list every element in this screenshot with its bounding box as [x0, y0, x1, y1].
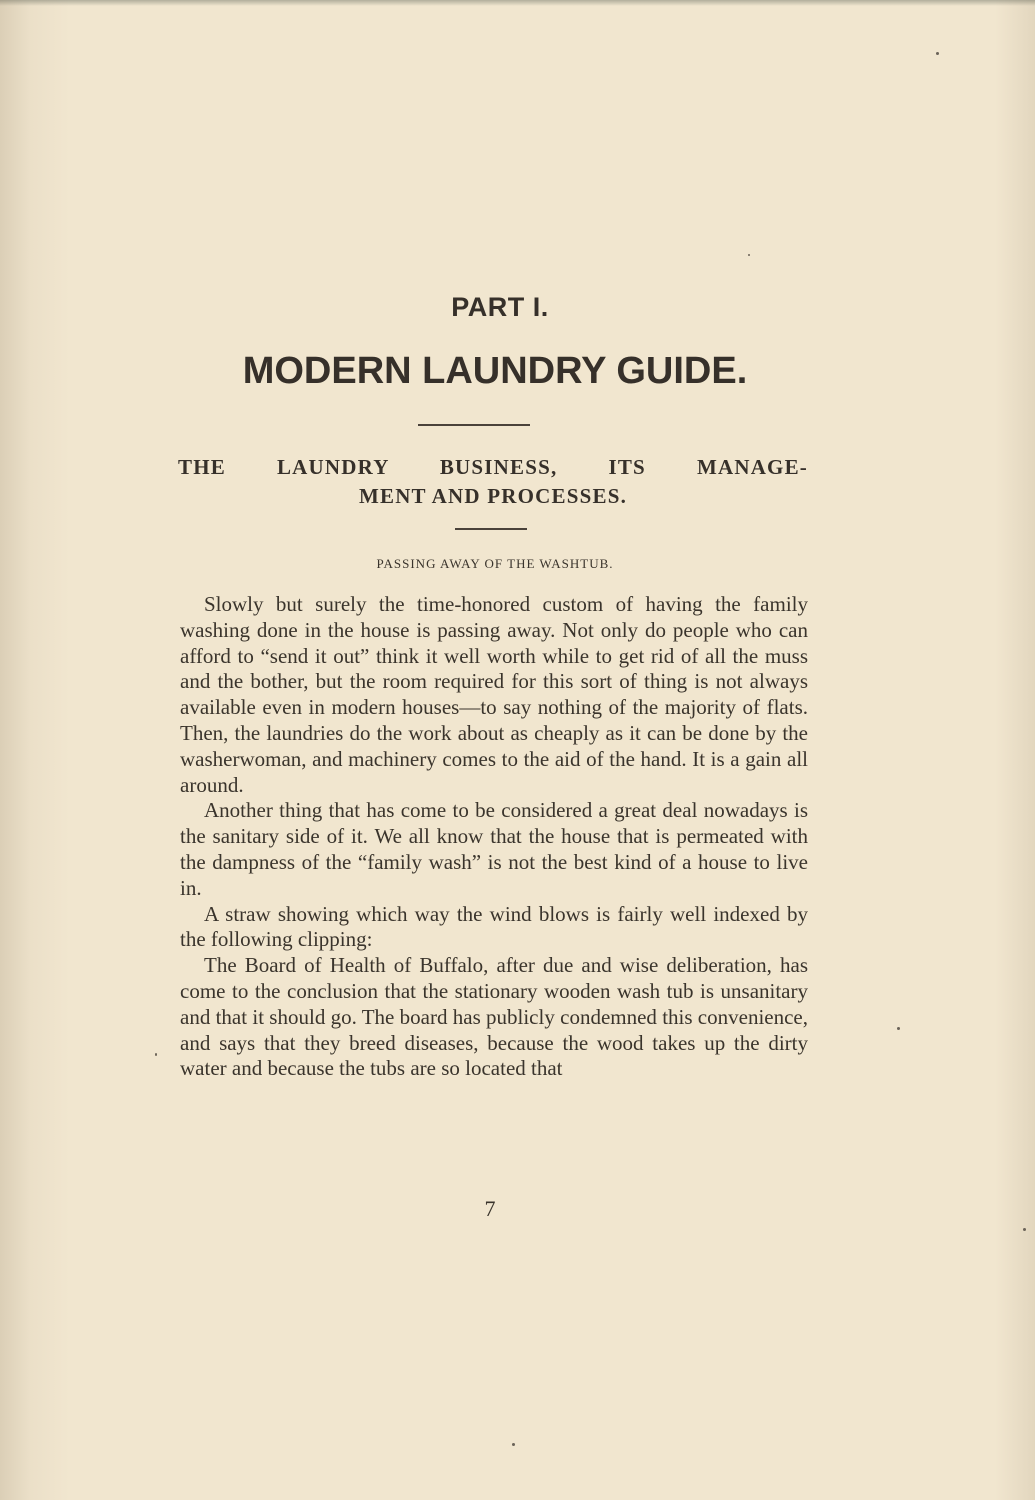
- paper-speck: [897, 1027, 900, 1030]
- paper-speck: [936, 52, 939, 55]
- chapter-heading-line-1: THE LAUNDRY BUSINESS, ITS MANAGE-: [178, 455, 808, 479]
- paper-speck: [155, 1053, 157, 1056]
- part-label: PART I.: [451, 292, 549, 322]
- body-text: [180, 592, 808, 1082]
- paragraph-1: Slowly but surely the time-honored custom of having the family washing done in the house is passing away. Not only do people who can afford to “send it out” think it well worth while to get rid of all the muss and the bother, but the room required for this sort of thing is not always available even in modern houses—to say nothing of the majority of flats. Then, the laundries do the work about as cheaply as it can be done by the washerwoman, and machinery comes to the aid of the hand. It is a gain all around.: [180, 592, 808, 797]
- paper-speck: [748, 254, 750, 256]
- paper-speck: [1023, 1228, 1026, 1231]
- paragraph-2: Another thing that has come to be considered a great deal nowadays is the sanitary side of it. We all know that the house that is permeated with the dampness of the “family wash” is not the best kind of a house to live in.: [180, 798, 808, 900]
- paragraph-3: A straw showing which way the wind blows is fairly well indexed by the following clipping:: [180, 901, 808, 952]
- chapter-heading-line-2: MENT AND PROCESSES.: [358, 484, 628, 508]
- page-number: 7: [484, 1196, 496, 1221]
- heading-divider: [455, 528, 527, 530]
- chapter-heading: [178, 453, 808, 511]
- title-divider: [418, 424, 530, 426]
- page-title: MODERN LAUNDRY GUIDE.: [242, 350, 748, 392]
- paragraph-4: The Board of Health of Buffalo, after due and wise deliberation, has come to the conclusion that the stationary wooden wash tub is unsanitary and that it should go. The board has publicly condemned this convenience, and says that they breed diseases, because the wood takes up the dirty water and because the tubs are so located that: [180, 953, 808, 1081]
- section-title: PASSING AWAY OF THE WASHTUB.: [376, 556, 614, 571]
- paper-speck: [512, 1443, 515, 1446]
